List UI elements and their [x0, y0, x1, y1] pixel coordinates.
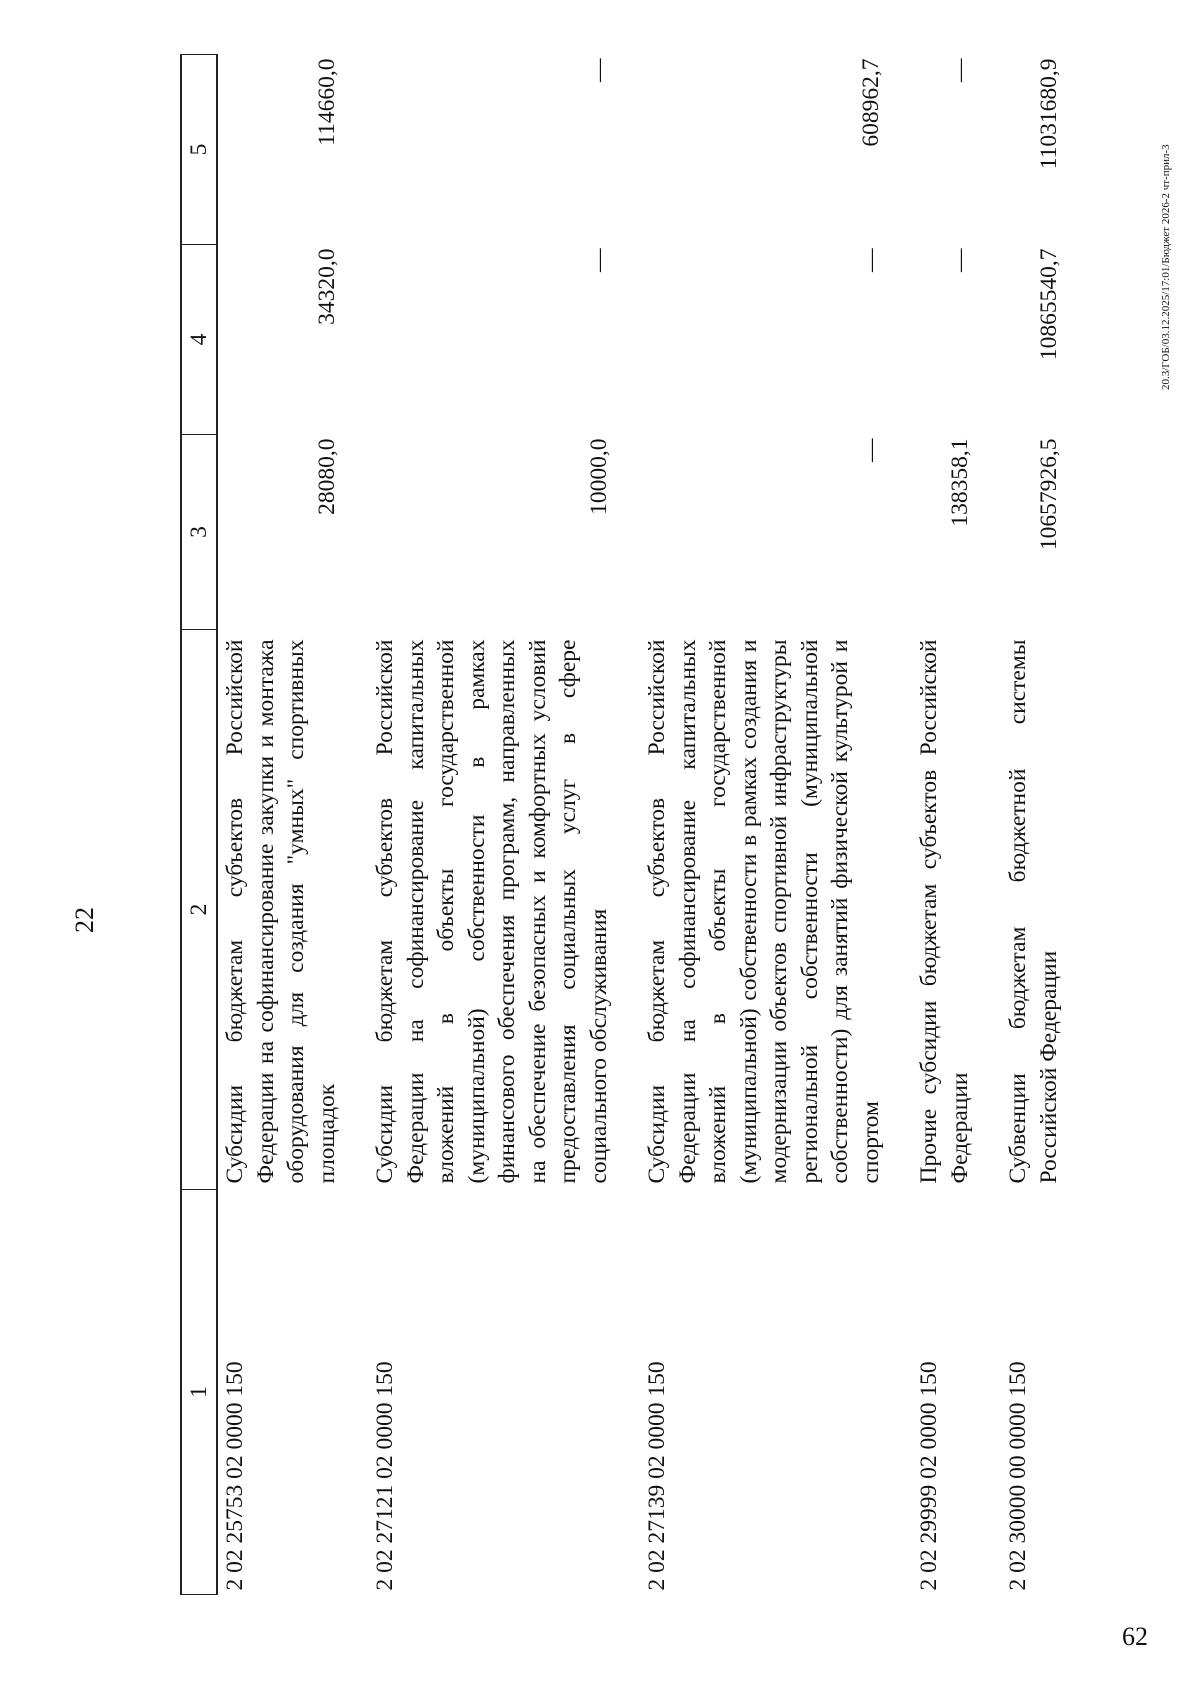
- amount-col4: 34320,0: [313, 248, 340, 325]
- table-row: [368, 55, 640, 1595]
- column-header: 4: [181, 245, 217, 435]
- table-row: [1001, 55, 1064, 1595]
- rotated-table-wrapper: [180, 55, 1062, 1595]
- income-description: Прочие субсидии бюджетам субъектов Российской Федерации: [916, 639, 973, 1184]
- budget-code: 2 02 25753 02 0000 150: [222, 1361, 248, 1591]
- column-header: 2: [181, 630, 217, 1190]
- budget-code: 2 02 27139 02 0000 150: [644, 1361, 670, 1591]
- budget-code: 2 02 27121 02 0000 150: [372, 1361, 398, 1591]
- budget-code: 2 02 29999 02 0000 150: [916, 1361, 942, 1591]
- budget-table: [180, 54, 1064, 1595]
- amount-col3: 10000,0: [585, 438, 612, 515]
- column-header: 1: [181, 1190, 217, 1595]
- income-description: Субвенции бюджетам бюджетной системы Российской Федерации: [1005, 639, 1062, 1184]
- table-row: [912, 55, 1001, 1595]
- table-row: [217, 55, 368, 1595]
- amount-col4: —: [857, 248, 884, 272]
- amount-col4: 10865540,7: [1035, 248, 1062, 361]
- amount-col5: —: [585, 58, 612, 82]
- budget-code: 2 02 30000 00 0000 150: [1005, 1361, 1031, 1591]
- amount-col3: 138358,1: [946, 438, 973, 527]
- table-row: [640, 55, 912, 1595]
- column-header: 5: [181, 55, 217, 245]
- income-description: Субсидии бюджетам субъектов Российской Федерации на софинансирование закупки и монтажа оборудования для создания "умных" спортивных площадок: [222, 639, 340, 1184]
- amount-col3: 28080,0: [313, 438, 340, 515]
- column-header: 3: [181, 435, 217, 630]
- amount-col3: —: [857, 438, 884, 462]
- income-description: Субсидии бюджетам субъектов Российской Федерации на софинансирование капитальных вложений в объекты государственной (муниципальной) собственности в рамках финансового обеспечения программ, направленных на обеспечение безопасных и комфортных условий предоставления социальных услуг в сфере социального обслуживания: [372, 639, 612, 1184]
- table-header-row: [181, 55, 217, 1595]
- amount-col5: 114660,0: [313, 58, 340, 146]
- page-number: 22: [70, 907, 99, 933]
- income-description: Субсидии бюджетам субъектов Российской Федерации на софинансирование капитальных вложений в объекты государственной (муниципальной) собственности в рамках создания и модернизации объектов спортивной инфраструктуры региональной собственности (муниципальной собственности) для занятий физической культурой и спортом: [644, 639, 884, 1184]
- amount-col4: —: [585, 248, 612, 272]
- amount-col4: —: [946, 248, 973, 272]
- sheet-number: 62: [1122, 1622, 1148, 1651]
- footer-file-path: 20.3/ГОБ/03.12.2025/17:01/Бюджет 2026-2 чт-прил-3: [1160, 144, 1172, 390]
- amount-col5: 608962,7: [857, 58, 884, 147]
- amount-col5: —: [946, 58, 973, 82]
- amount-col3: 10657926,5: [1035, 438, 1062, 551]
- amount-col5: 11031680,9: [1035, 58, 1062, 170]
